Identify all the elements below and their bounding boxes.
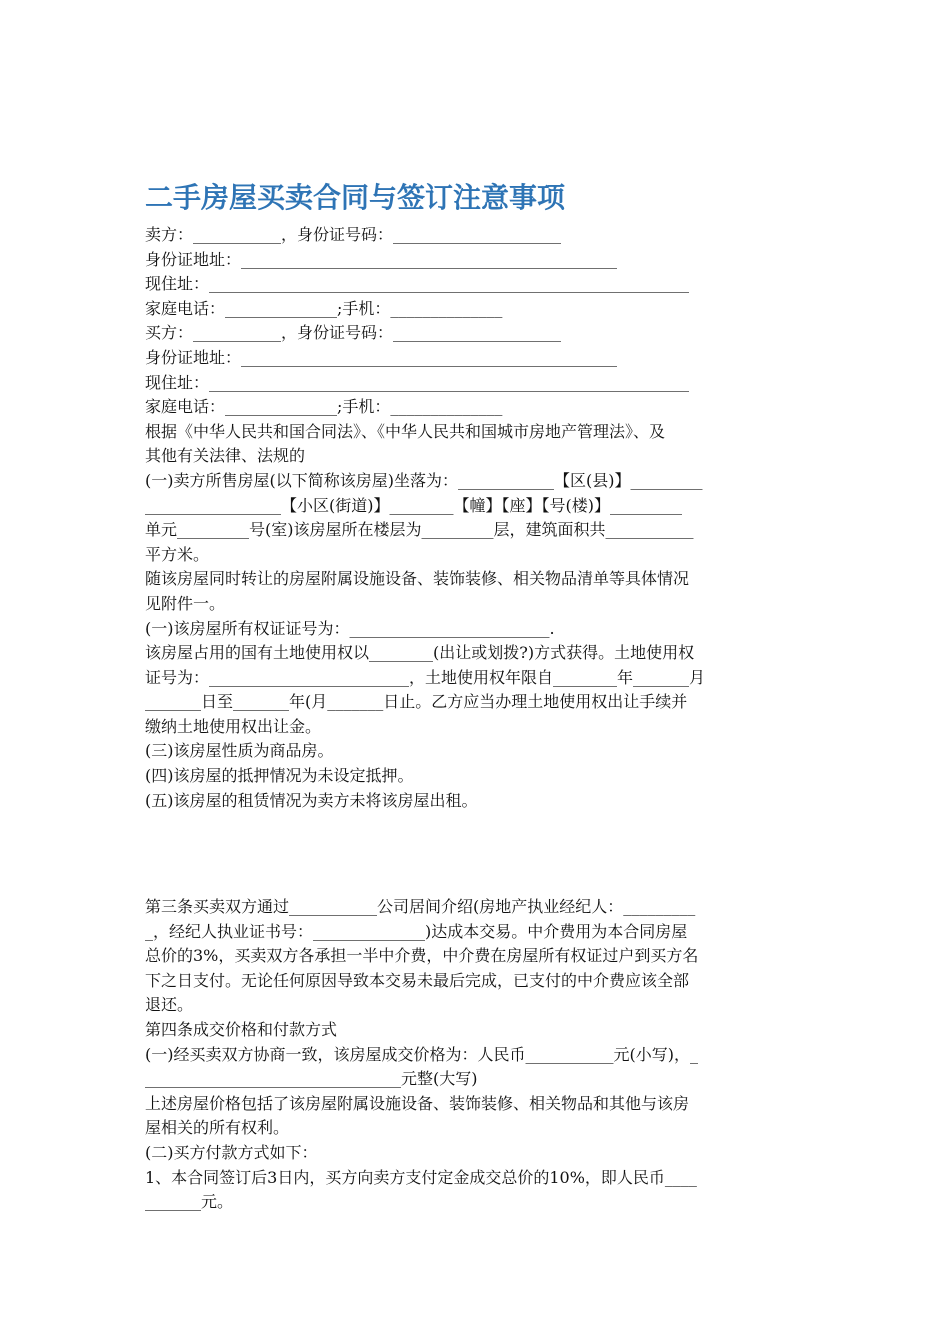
text-line: 身份证地址：_______________________________________________ — [145, 347, 618, 367]
text-line: 现住址：____________________________________________________________ — [145, 274, 690, 294]
text-line: 缴纳土地使用权出让金。 — [145, 716, 322, 736]
contract-section-parties — [145, 223, 805, 813]
text-line: (一)卖方所售房屋(以下简称该房屋)坐落为：____________【区(县)】_________ — [145, 470, 703, 490]
text-line: 第三条买卖双方通过___________公司居间介绍(房地产执业经纪人：_________ — [145, 897, 696, 916]
text-line: 家庭电话：______________;手机：______________ — [145, 298, 503, 318]
text-line: 见附件一。 — [145, 593, 226, 613]
text-line: _______元。 — [145, 1192, 234, 1212]
text-line: 屋相关的所有权利。 — [145, 1118, 290, 1138]
text-line: 1、本合同签订后3日内，买方向卖方支付定金成交总价的10%，即人民币____ — [145, 1167, 697, 1187]
text-line: _，经纪人执业证书号：______________)达成本交易。中介费用为本合同房屋 — [145, 921, 688, 941]
text-line: 上述房屋价格包括了该房屋附属设施设备、装饰装修、相关物品和其他与该房 — [145, 1093, 690, 1113]
text-line: 随该房屋同时转让的房屋附属设施设备、装饰装修、相关物品清单等具体情况 — [145, 569, 690, 589]
text-line: (三)该房屋性质为商品房。 — [145, 741, 334, 761]
text-line: (二)买方付款方式如下： — [145, 1142, 318, 1162]
text-line: 平方米。 — [145, 544, 210, 564]
document-title: 二手房屋买卖合同与签订注意事项 — [145, 181, 566, 214]
text-line: 下之日支付。无论任何原因导致本交易未最后完成，已支付的中介费应该全部 — [145, 970, 690, 990]
text-line: 家庭电话：______________;手机：______________ — [145, 397, 503, 417]
text-line: ________________________________元整(大写) — [145, 1069, 478, 1089]
contract-section-terms — [145, 895, 805, 1215]
text-line: 身份证地址：_______________________________________________ — [145, 249, 618, 269]
text-line: 该房屋占用的国有土地使用权以________(出让或划拨?)方式获得。土地使用权 — [145, 643, 695, 663]
text-line: (五)该房屋的租赁情况为卖方未将该房屋出租。 — [145, 790, 478, 810]
text-line: _________________【小区(街道)】________【幢】【座】【号(楼)】_________ — [145, 495, 682, 515]
text-line: (一)经买卖双方协商一致，该房屋成交价格为：人民币___________元(小写)，_ — [145, 1044, 698, 1064]
text-line: 其他有关法律、法规的 — [145, 446, 306, 466]
text-line: 第四条成交价格和付款方式 — [145, 1019, 338, 1039]
text-line: 证号为：_________________________，土地使用权年限自________年_______月 — [145, 667, 706, 687]
text-line: 现住址：____________________________________________________________ — [145, 372, 690, 392]
text-line: (四)该房屋的抵押情况为未设定抵押。 — [145, 766, 414, 786]
text-line: 卖方：___________，身份证号码：_____________________ — [145, 225, 562, 244]
text-line: (一)该房屋所有权证证号为：_________________________. — [145, 618, 555, 638]
text-line: 单元_________号(室)该房屋所在楼层为_________层，建筑面积共___________ — [145, 520, 694, 540]
text-line: 买方：___________，身份证号码：_____________________ — [145, 323, 562, 343]
text-line: 根据《中华人民共和国合同法》、《中华人民共和国城市房地产管理法》、及 — [145, 421, 666, 441]
text-line: _______日至_______年(月_______日止。乙方应当办理土地使用权出让手续并 — [145, 692, 688, 712]
text-line: 退还。 — [145, 995, 194, 1015]
text-line: 总价的3%，买卖双方各承担一半中介费，中介费在房屋所有权证过户到买方名 — [145, 946, 699, 966]
